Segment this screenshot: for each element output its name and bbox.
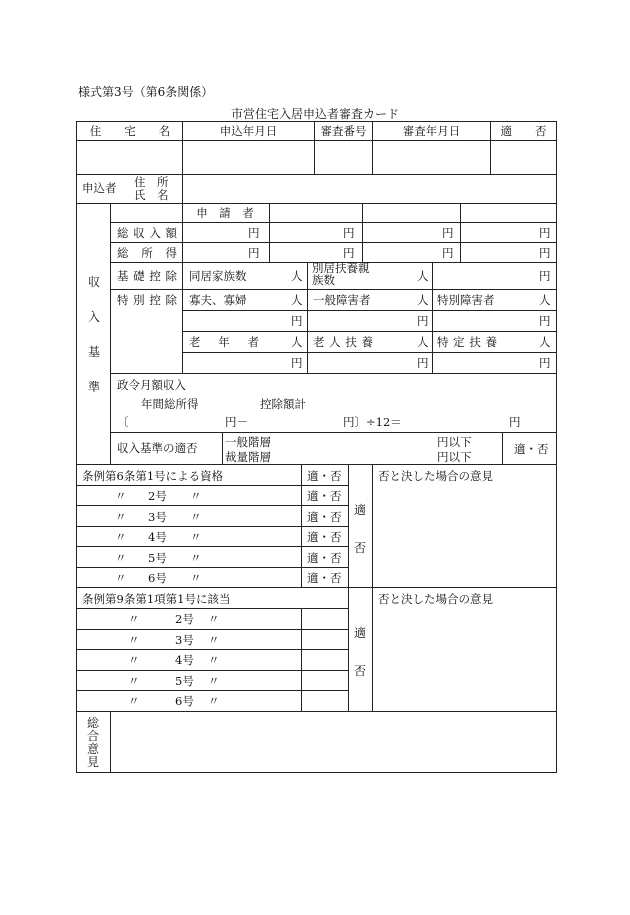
ordinance6-num-5: 5号 <box>148 551 167 565</box>
person-1: 人 <box>291 269 303 283</box>
ordinance6-ditto-3: 〃 <box>190 510 202 524</box>
ordinance9-mark-6: 〃 <box>128 694 140 708</box>
review-date-header: 審査年月日 <box>402 124 461 138</box>
overall-label-3: 意 <box>86 742 99 756</box>
person-4: 人 <box>417 293 429 307</box>
cohabiting-family-label: 同居家族数 <box>189 269 247 283</box>
total-earnings-label: 総 所 得 <box>117 246 177 260</box>
page-title: 市営住宅入居申込者審査カード <box>230 107 399 121</box>
overall-label-2: 合 <box>86 729 99 743</box>
ordinance6-mark-5: 〃 <box>115 551 127 565</box>
overall-label-4: 見 <box>86 755 99 769</box>
yen-2: 円 <box>343 226 355 240</box>
ordinance9-mark-4: 〃 <box>128 653 140 667</box>
separate-dependents-label: 別居扶養親族数 <box>312 261 370 287</box>
formula-minus: 円－ <box>225 415 248 429</box>
yen-8: 円 <box>539 246 551 260</box>
yen-6: 円 <box>343 246 355 260</box>
ordinance9-ditto-3: 〃 <box>208 633 220 647</box>
housing-name-header: 住 宅 名 <box>89 124 171 138</box>
discretionary-tier-label: 裁量階層 <box>225 450 271 464</box>
ordinance6-num-4: 4号 <box>148 530 167 544</box>
special-disabled-label: 特別障害者 <box>437 293 495 307</box>
income-side-1: 収 <box>87 275 100 289</box>
ordinance9-mark-5: 〃 <box>128 674 140 688</box>
yen-12: 円 <box>539 314 551 328</box>
applicant-label: 申込者 <box>82 181 117 195</box>
address-label: 住 所 <box>134 175 169 189</box>
person-3: 人 <box>291 293 303 307</box>
criteria-ok-no: 適・否 <box>514 442 549 456</box>
review-number-header: 審査番号 <box>320 124 367 138</box>
total-income-label: 総収入額 <box>117 226 177 240</box>
ordinance9-ditto-6: 〃 <box>208 694 220 708</box>
elderly-label: 老 年 者 <box>189 335 259 349</box>
special-deduction-label: 特別控除 <box>117 293 177 307</box>
income-side-3: 基 <box>87 345 100 359</box>
ordinance6-title: 条例第6条第1号による資格 <box>82 469 224 483</box>
general-tier-label: 一般階層 <box>225 435 271 449</box>
ordinance6-ditto-5: 〃 <box>190 551 202 565</box>
overall-label-1: 総 <box>86 716 99 730</box>
yen-9: 円 <box>539 269 551 283</box>
person-2: 人 <box>417 269 429 283</box>
yen-13: 円 <box>291 356 303 370</box>
discretionary-below: 円以下 <box>437 450 472 464</box>
ordinance9-num-6: 6号 <box>175 694 194 708</box>
name-label: 氏 名 <box>134 188 169 202</box>
deduction-total-label: 控除額計 <box>260 397 306 411</box>
ordinance6-ok-no-6: 適・否 <box>307 571 342 585</box>
income-side-2: 入 <box>87 310 100 324</box>
formula-div: 円〕÷12＝ <box>343 415 402 429</box>
person-8: 人 <box>539 335 551 349</box>
income-side-4: 準 <box>87 380 100 394</box>
annual-income-label: 年間総所得 <box>141 397 199 411</box>
ordinance6-mark-2: 〃 <box>115 489 127 503</box>
applicant-column-label: 申 請 者 <box>196 206 254 220</box>
disabled-label: 一般障害者 <box>313 293 371 307</box>
special-dependents-label: 特定扶養 <box>437 335 497 349</box>
yen-7: 円 <box>442 246 454 260</box>
application-date-header: 申込年月日 <box>219 124 278 138</box>
ordinance6-mark-6: 〃 <box>115 571 127 585</box>
ordinance9-mark-2: 〃 <box>128 612 140 626</box>
ordinance9-mark-3: 〃 <box>128 633 140 647</box>
person-5: 人 <box>539 293 551 307</box>
eligibility-header: 適 否 <box>500 124 547 138</box>
ordinance6-mark-3: 〃 <box>115 510 127 524</box>
income-criteria-label: 収入基準の適否 <box>117 441 198 455</box>
ordinance6-num-6: 6号 <box>148 571 167 585</box>
monthly-income-label: 政令月額収入 <box>117 378 186 392</box>
ordinance6-ok-no-4: 適・否 <box>307 530 342 544</box>
ordinance9-num-3: 3号 <box>175 633 194 647</box>
ordinance6-num-3: 3号 <box>148 510 167 524</box>
ordinance9-side-no: 否 <box>353 664 366 678</box>
ordinance9-ditto-2: 〃 <box>208 612 220 626</box>
yen-1: 円 <box>248 226 260 240</box>
yen-10: 円 <box>291 314 303 328</box>
ordinance9-ditto-5: 〃 <box>208 674 220 688</box>
ordinance6-num-2: 2号 <box>148 489 167 503</box>
basic-deduction-label: 基礎控除 <box>117 269 177 283</box>
ordinance6-side-no: 否 <box>353 541 366 555</box>
general-below: 円以下 <box>437 435 472 449</box>
form-number: 様式第3号（第6条関係） <box>78 85 214 99</box>
yen-15: 円 <box>539 356 551 370</box>
formula-yen: 円 <box>509 415 521 429</box>
ordinance6-ok-no-1: 適・否 <box>307 469 342 483</box>
yen-5: 円 <box>248 246 260 260</box>
ordinance9-title: 条例第9条第1項第1号に該当 <box>82 592 231 606</box>
yen-4: 円 <box>539 226 551 240</box>
yen-11: 円 <box>417 314 429 328</box>
ordinance6-opinion-label: 否と決した場合の意見 <box>378 469 493 483</box>
ordinance6-ditto-4: 〃 <box>190 530 202 544</box>
ordinance9-ditto-4: 〃 <box>208 653 220 667</box>
formula-open: 〔 <box>117 415 129 429</box>
ordinance6-ok-no-5: 適・否 <box>307 551 342 565</box>
person-6: 人 <box>291 335 303 349</box>
ordinance9-num-4: 4号 <box>175 653 194 667</box>
ordinance6-ditto-6: 〃 <box>190 571 202 585</box>
ordinance6-ok-no-2: 適・否 <box>307 489 342 503</box>
elderly-dependents-label: 老人扶養 <box>313 335 373 349</box>
widow-label: 寡夫、寡婦 <box>189 293 247 307</box>
ordinance6-side-ok: 適 <box>353 503 366 517</box>
ordinance9-num-2: 2号 <box>175 612 194 626</box>
ordinance9-opinion-label: 否と決した場合の意見 <box>378 592 493 606</box>
ordinance9-num-5: 5号 <box>175 674 194 688</box>
person-7: 人 <box>417 335 429 349</box>
ordinance9-side-ok: 適 <box>353 626 366 640</box>
ordinance6-ok-no-3: 適・否 <box>307 510 342 524</box>
yen-14: 円 <box>417 356 429 370</box>
ordinance6-mark-4: 〃 <box>115 530 127 544</box>
ordinance6-ditto-2: 〃 <box>190 489 202 503</box>
yen-3: 円 <box>442 226 454 240</box>
